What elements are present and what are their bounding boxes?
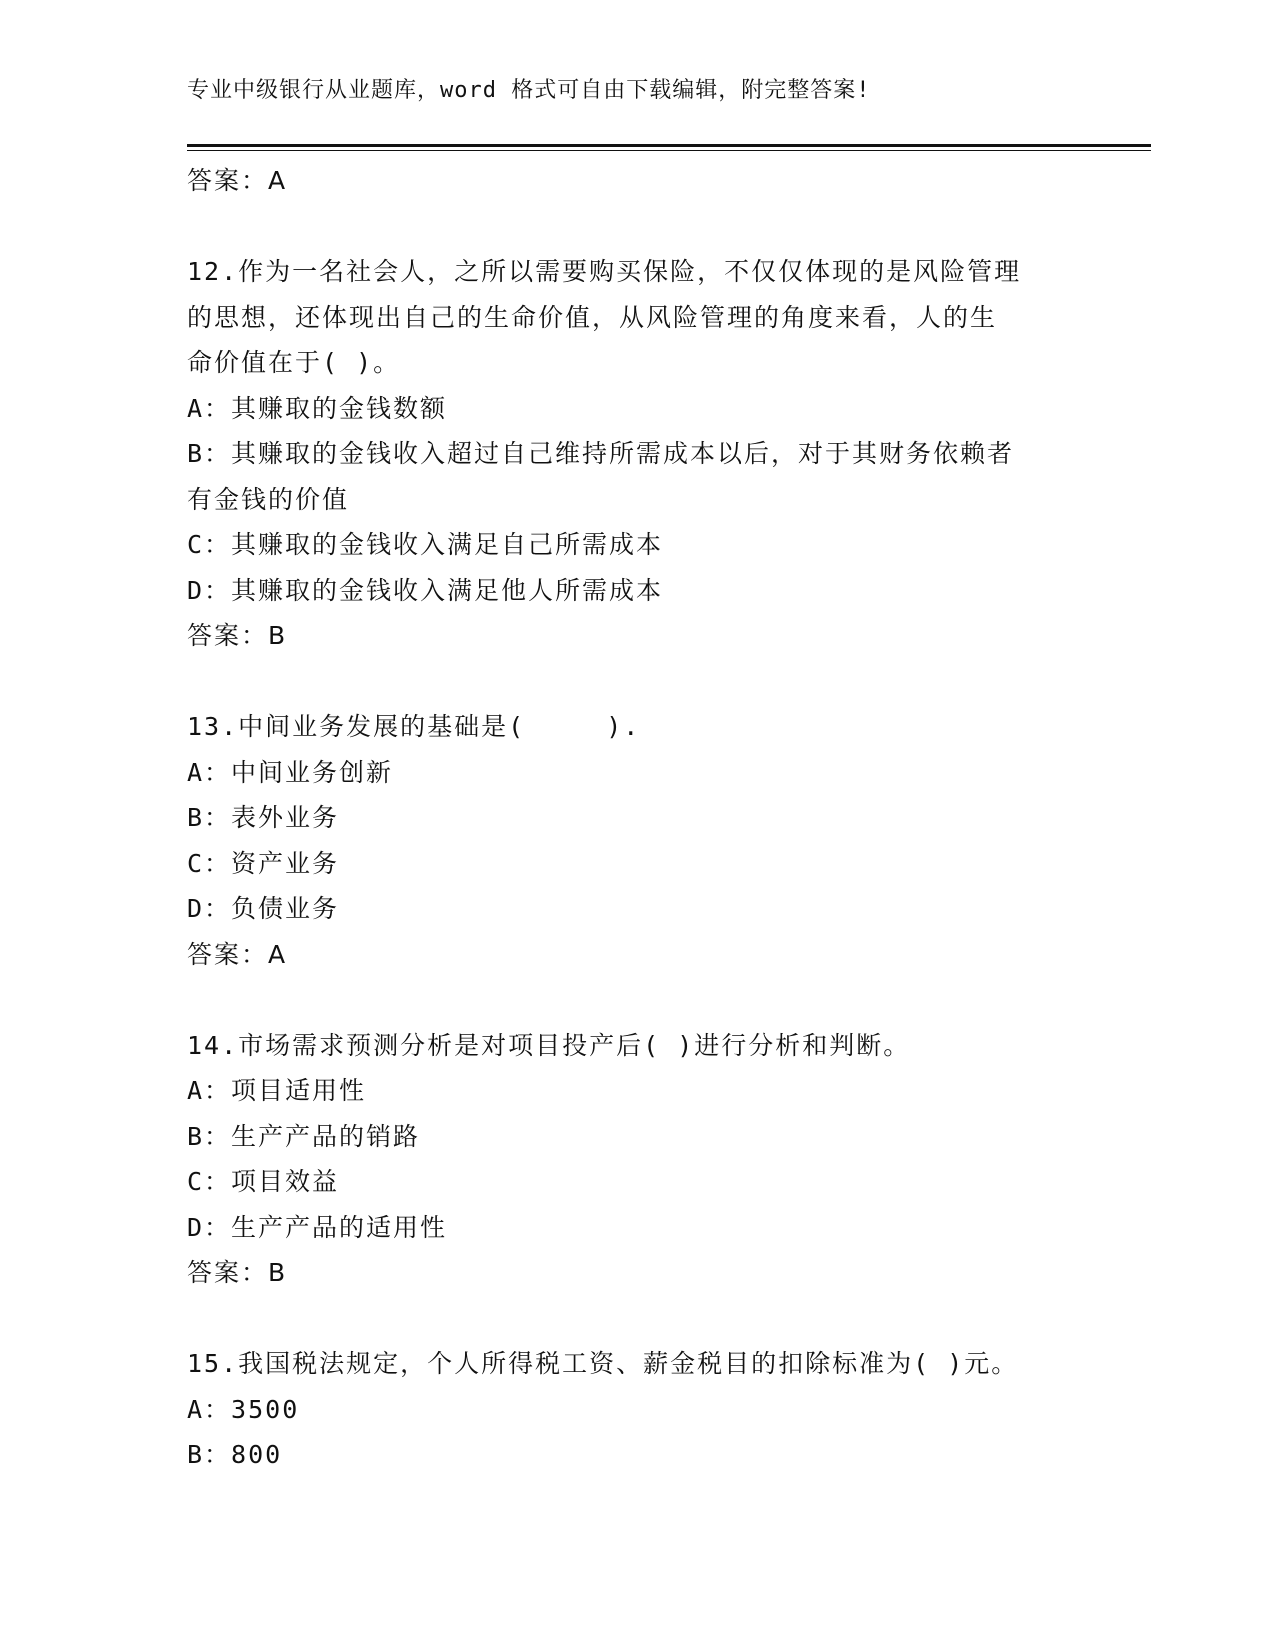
spacer [187,1296,1087,1342]
option-d: D：生产产品的适用性 [187,1212,448,1242]
option-c: C：项目效益 [187,1167,340,1196]
question-stem-line: 12.作为一名社会人，之所以需要购买保险，不仅仅体现的是风险管理 [187,257,1022,286]
spacer [187,659,1087,705]
option-c: C：资产业务 [187,848,340,878]
option-a: A：其赚取的金钱数额 [187,393,448,423]
option-d: D：负债业务 [187,894,340,923]
option-b-continued: 有金钱的价值 [187,484,350,514]
question-12 [187,249,1087,659]
option-d: D：其赚取的金钱收入满足他人所需成本 [187,575,664,605]
option-c: C：其赚取的金钱收入满足自己所需成本 [187,530,664,559]
option-a: A：3500 [187,1394,300,1424]
header-rule [187,144,1151,147]
question-list [187,158,1087,1478]
question-15 [187,1341,1087,1478]
page-header: 专业中级银行从业题库，word 格式可自由下载编辑，附完整答案! [187,78,871,103]
option-a: A：项目适用性 [187,1076,367,1105]
question-stem-line: 的思想，还体现出自己的生命价值，从风险管理的角度来看，人的生 [187,302,998,332]
question-stem-line: 13.中间业务发展的基础是( ). [187,712,641,741]
spacer [187,204,1087,250]
question-stem-line: 14.市场需求预测分析是对项目投产后( )进行分析和判断。 [187,1030,911,1060]
answer: 答案：A [187,939,288,969]
question-14 [187,1023,1087,1296]
question-13 [187,704,1087,977]
option-b: B：生产产品的销路 [187,1121,421,1151]
header-rule-thin [187,150,1151,151]
previous-answer: 答案：A [187,166,288,195]
option-b: B：其赚取的金钱收入超过自己维持所需成本以后，对于其财务依赖者 [187,439,1015,468]
answer: 答案：B [187,621,288,650]
spacer [187,977,1087,1023]
question-stem-line: 命价值在于( )。 [187,348,401,377]
answer: 答案：B [187,1258,288,1287]
option-b: B：表外业务 [187,803,340,832]
question-stem-line: 15.我国税法规定，个人所得税工资、薪金税目的扣除标准为( )元。 [187,1349,1019,1378]
option-a: A：中间业务创新 [187,757,394,787]
option-b: B：800 [187,1440,283,1469]
